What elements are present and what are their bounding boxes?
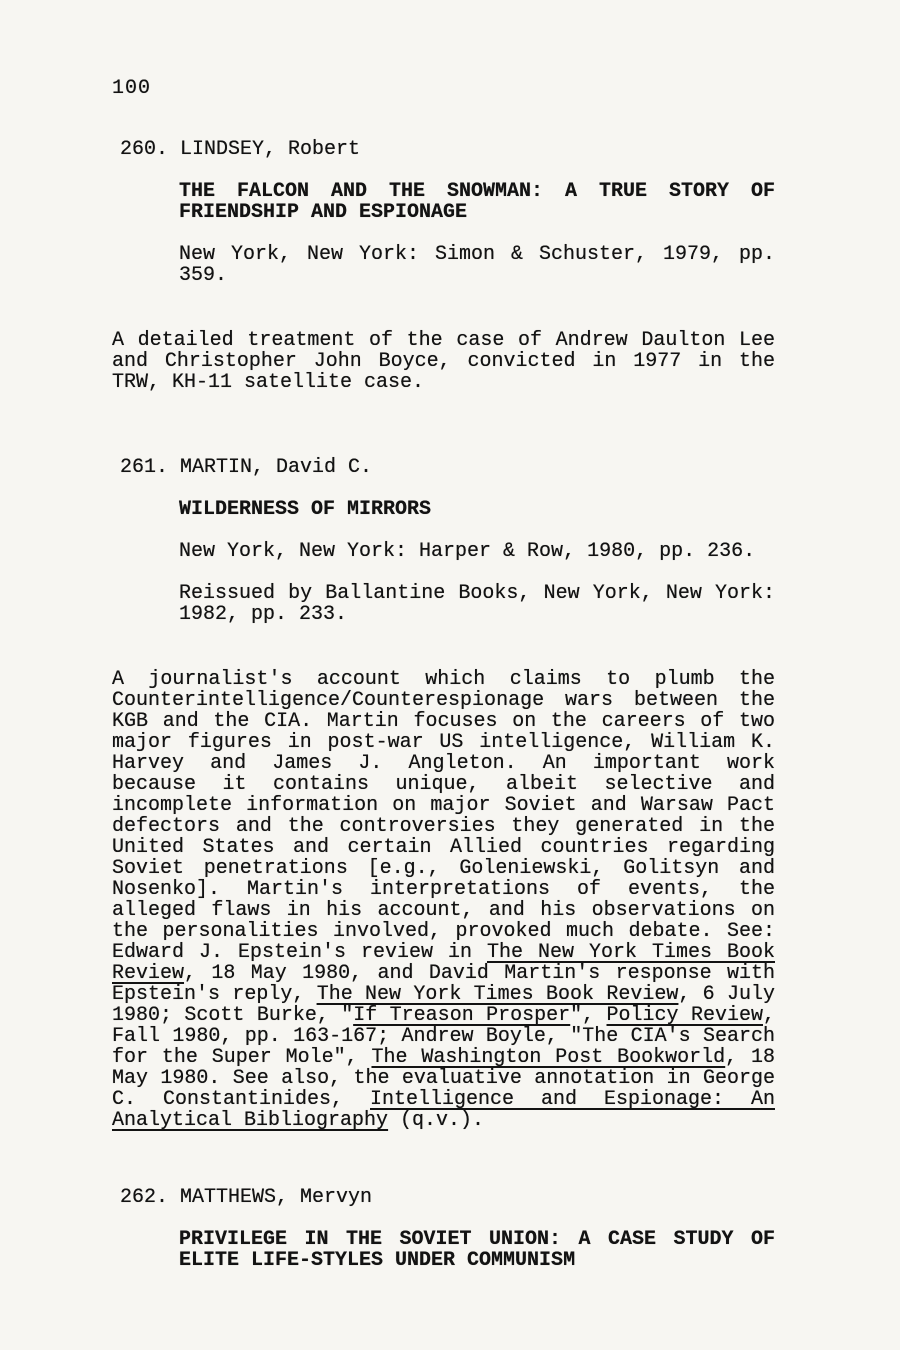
text-segment: 1982, pp. 233. (179, 603, 348, 626)
annotation-line (112, 921, 775, 942)
text-line (179, 604, 775, 625)
entry-number: 260. (120, 138, 169, 161)
page-number: 100 (112, 77, 152, 100)
annotation-line (112, 837, 775, 858)
text-line (179, 583, 775, 604)
text-segment: 1980; Scott Burke, " (112, 1004, 354, 1027)
text-line (179, 541, 775, 562)
text-segment: United States and certain Allied countries regarding (112, 836, 775, 859)
text-line (179, 1229, 775, 1250)
bibliography-entries (112, 139, 775, 1271)
text-segment: THE FALCON AND THE SNOWMAN: A TRUE STORY OF (179, 180, 775, 203)
text-segment: A detailed treatment of the case of Andrew Daulton Lee (112, 329, 775, 352)
text-line (179, 1250, 775, 1271)
annotation-line (112, 711, 775, 732)
text-segment: Harvey and James J. Angleton. An important work (112, 752, 775, 775)
entry-author: LINDSEY, Robert (168, 138, 361, 161)
annotation-line (112, 1068, 775, 1089)
text-segment: 359. (179, 264, 228, 287)
annotation-line (112, 795, 775, 816)
annotation-line (112, 774, 775, 795)
text-line (179, 499, 775, 520)
text-segment: , 6 July (678, 983, 775, 1006)
entry-number: 262. (120, 1186, 169, 1209)
entry-imprint (179, 244, 775, 286)
text-segment: May 1980. See also, the evaluative annotation in George (112, 1067, 775, 1090)
text-segment: Fall 1980, pp. 163-167; Andrew Boyle, "The CIA's Search (112, 1025, 775, 1048)
entry-annotation (112, 669, 775, 1131)
annotation-line (112, 753, 775, 774)
annotation-line (112, 1089, 775, 1110)
entry-imprint (179, 541, 775, 562)
text-segment: Counterintelligence/Counterespionage wars between the (112, 689, 775, 712)
annotation-line (112, 669, 775, 690)
text-segment: because it contains unique, albeit selective and (112, 773, 775, 796)
text-segment: Nosenko]. Martin's interpretations of events, the (112, 878, 775, 901)
underlined-title-text: The New York Times Book (487, 941, 775, 964)
underlined-title-text: Policy Review (606, 1004, 763, 1027)
entry-title (179, 1229, 775, 1271)
text-segment: WILDERNESS OF MIRRORS (179, 498, 432, 521)
text-line (179, 202, 775, 223)
text-segment: Soviet penetrations [e.g., Goleniewski, Golitsyn and (112, 857, 775, 880)
text-segment: TRW, KH-11 satellite case. (112, 371, 425, 394)
annotation-line (112, 732, 775, 753)
entry-heading (120, 139, 775, 160)
text-segment: A journalist's account which claims to plumb the (112, 668, 775, 691)
text-segment: New York, New York: Harper & Row, 1980, pp. 236. (179, 540, 756, 563)
entry-author: MATTHEWS, Mervyn (168, 1186, 373, 1209)
annotation-line (112, 879, 775, 900)
text-segment: and Christopher John Boyce, convicted in 1977 in the (112, 350, 775, 373)
underlined-title-text: The New York Times Book Review (316, 983, 679, 1006)
text-segment: defectors and the controversies they generated in the (112, 815, 775, 838)
annotation-line (112, 900, 775, 921)
entry-author: MARTIN, David C. (168, 456, 373, 479)
annotation-line (112, 816, 775, 837)
text-segment: major figures in post-war US intelligence, William K. (112, 731, 775, 754)
text-segment: , 18 May 1980, and David Martin's response with (184, 962, 775, 985)
annotation-line (112, 330, 775, 351)
text-segment: ELITE LIFE-STYLES UNDER COMMUNISM (179, 1249, 576, 1272)
entry-title (179, 499, 775, 520)
text-segment: incomplete information on major Soviet and Warsaw Pact (112, 794, 775, 817)
entry-annotation (112, 330, 775, 393)
entry-heading (120, 457, 775, 478)
underlined-title-text: The Washington Post Bookworld (371, 1046, 726, 1069)
annotation-line (112, 963, 775, 984)
entry-number: 261. (120, 456, 169, 479)
annotation-line (112, 351, 775, 372)
text-segment: FRIENDSHIP AND ESPIONAGE (179, 201, 468, 224)
annotation-line (112, 858, 775, 879)
entry-title (179, 181, 775, 223)
text-segment: alleged flaws in his account, and his observations on (112, 899, 775, 922)
bibliography-entry (112, 1187, 775, 1271)
entry-heading (120, 1187, 775, 1208)
underlined-title-text: Analytical Bibliography (112, 1109, 389, 1132)
entry-imprint (179, 583, 775, 625)
text-segment: , (762, 1004, 775, 1027)
text-line (179, 265, 775, 286)
underlined-title-text: If Treason Prosper (353, 1004, 571, 1027)
text-segment: PRIVILEGE IN THE SOVIET UNION: A CASE STUDY OF (179, 1228, 775, 1251)
text-segment: New York, New York: Simon & Schuster, 1979, pp. (179, 243, 775, 266)
text-segment: (q.v.). (388, 1109, 485, 1132)
text-segment: for the Super Mole", (112, 1046, 372, 1069)
annotation-line (112, 942, 775, 963)
text-segment: the personalities involved, provoked much debate. See: (112, 920, 775, 943)
text-segment: ", (570, 1004, 607, 1027)
annotation-line (112, 1005, 775, 1026)
text-segment: , 18 (725, 1046, 775, 1069)
text-line (179, 244, 775, 265)
text-segment: C. Constantinides, (112, 1088, 370, 1111)
annotation-line (112, 1110, 775, 1131)
bibliography-entry (112, 139, 775, 393)
annotation-line (112, 690, 775, 711)
text-segment: Reissued by Ballantine Books, New York, New York: (179, 582, 775, 605)
text-segment: Epstein's reply, (112, 983, 317, 1006)
underlined-title-text: Review (112, 962, 185, 985)
annotation-line (112, 1047, 775, 1068)
text-line (179, 181, 775, 202)
text-segment: KGB and the CIA. Martin focuses on the careers of two (112, 710, 775, 733)
text-segment: Edward J. Epstein's review in (112, 941, 487, 964)
annotation-line (112, 984, 775, 1005)
annotation-line (112, 372, 775, 393)
bibliography-entry (112, 457, 775, 1131)
annotation-line (112, 1026, 775, 1047)
underlined-title-text: Intelligence and Espionage: An (370, 1088, 775, 1111)
